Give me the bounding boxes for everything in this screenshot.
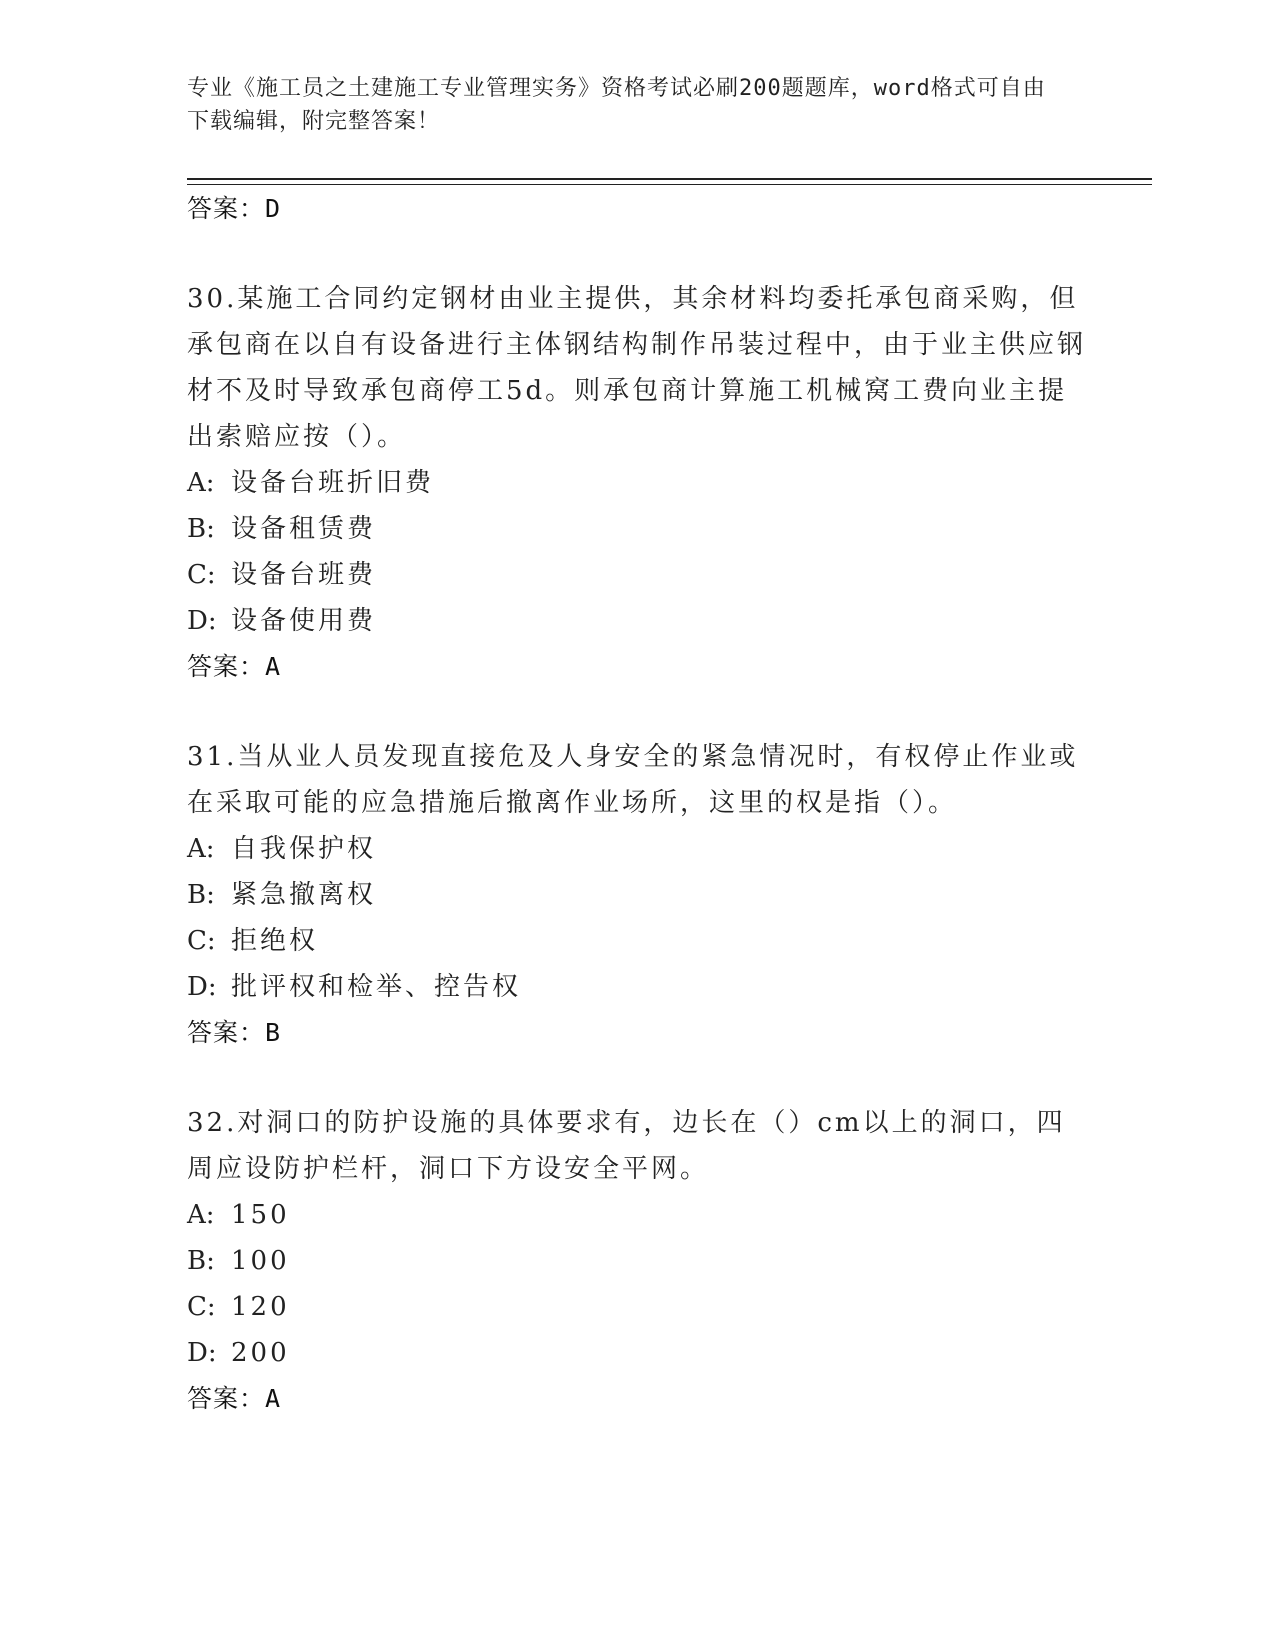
header-rule-thick	[187, 178, 1152, 180]
option-letter: C:	[187, 1292, 216, 1322]
option-letter: C:	[187, 926, 216, 956]
question-answer: 答案：A	[187, 652, 282, 681]
option-letter: A:	[187, 1200, 215, 1230]
spacer	[187, 1056, 1087, 1100]
question-stem: 31.当从业人员发现直接危及人身安全的紧急情况时，有权停止作业或在采取可能的应急措施后撤离作业场所，这里的权是指（）。	[187, 742, 1079, 818]
option-text: 紧急撤离权	[231, 880, 377, 910]
option-c	[187, 1284, 1087, 1330]
option-d	[187, 598, 1087, 644]
header-rule-thin	[187, 184, 1152, 185]
option-a	[187, 826, 1087, 872]
question-30	[187, 276, 1087, 690]
option-text: 设备租赁费	[231, 514, 377, 544]
option-letter: A:	[187, 468, 215, 498]
prev-answer: 答案：D	[187, 194, 282, 223]
option-letter: B:	[187, 880, 215, 910]
option-text: 200	[231, 1338, 290, 1368]
question-stem: 30.某施工合同约定钢材由业主提供，其余材料均委托承包商采购，但承包商在以自有设备进行主体钢结构制作吊装过程中，由于业主供应钢材不及时导致承包商停工5d。则承包商计算施工机械窝工费向业主提出索赔应按（）。	[187, 284, 1087, 452]
spacer	[187, 232, 1087, 276]
option-c	[187, 918, 1087, 964]
question-32	[187, 1100, 1087, 1422]
option-letter: D:	[187, 1338, 217, 1368]
option-text: 设备台班费	[231, 560, 377, 590]
option-text: 拒绝权	[231, 926, 319, 956]
page-header: 专业《施工员之土建施工专业管理实务》资格考试必刷200题题库，word格式可自由下载编辑，附完整答案！	[187, 76, 1046, 134]
option-d	[187, 1330, 1087, 1376]
option-text: 设备使用费	[231, 606, 377, 636]
option-text: 自我保护权	[231, 834, 377, 864]
question-answer: 答案：B	[187, 1018, 282, 1047]
option-b	[187, 872, 1087, 918]
option-letter: C:	[187, 560, 216, 590]
option-a	[187, 1192, 1087, 1238]
option-b	[187, 1238, 1087, 1284]
option-b	[187, 506, 1087, 552]
option-letter: B:	[187, 514, 215, 544]
question-31	[187, 734, 1087, 1056]
option-letter: D:	[187, 606, 217, 636]
option-c	[187, 552, 1087, 598]
option-a	[187, 460, 1087, 506]
question-list	[187, 186, 1087, 1422]
question-answer: 答案：A	[187, 1384, 282, 1413]
option-d	[187, 964, 1087, 1010]
option-letter: B:	[187, 1246, 215, 1276]
option-text: 100	[231, 1246, 290, 1276]
option-text: 150	[231, 1200, 290, 1230]
option-letter: D:	[187, 972, 217, 1002]
option-text: 设备台班折旧费	[231, 468, 435, 498]
option-text: 120	[231, 1292, 290, 1322]
question-stem: 32.对洞口的防护设施的具体要求有，边长在（）cm以上的洞口，四周应设防护栏杆，洞口下方设安全平网。	[187, 1108, 1066, 1184]
option-text: 批评权和检举、控告权	[231, 972, 522, 1002]
option-letter: A:	[187, 834, 215, 864]
spacer	[187, 690, 1087, 734]
